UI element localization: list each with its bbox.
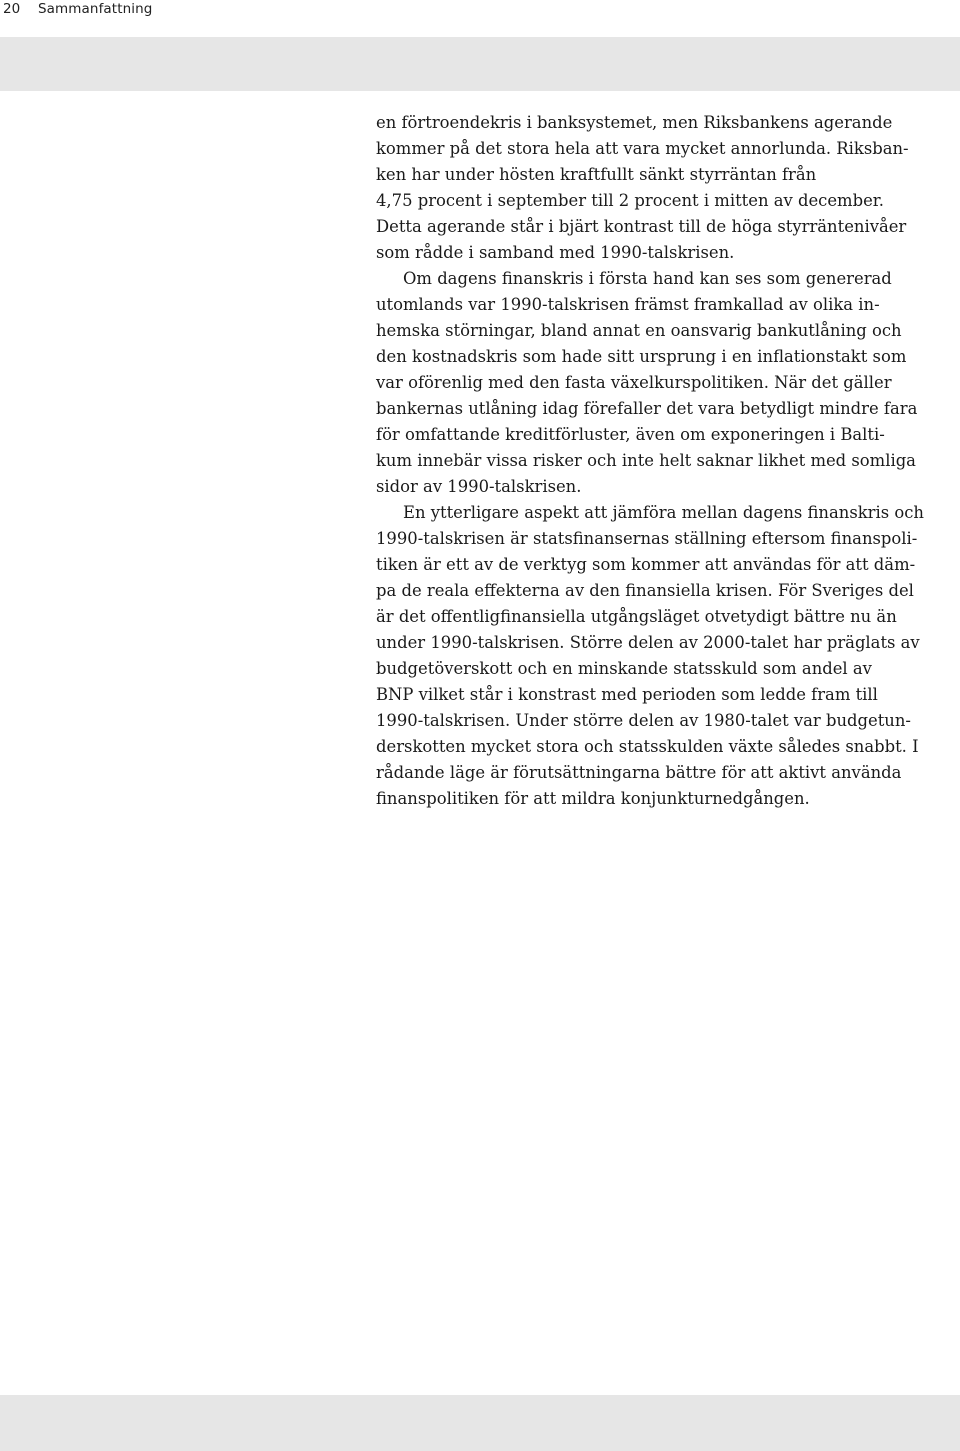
text-line: Detta agerande står i bjärt kontrast till de höga styrräntenivåer — [376, 217, 907, 236]
text-line: rådande läge är förutsättningarna bättre för att aktivt använda — [376, 763, 902, 782]
text-line: var oförenlig med den fasta växelkurspolitiken. När det gäller — [376, 373, 892, 392]
text-line: är det offentligfinansiella utgångsläget otvetydigt bättre nu än — [376, 607, 897, 626]
text-line: den kostnadskris som hade sitt ursprung i en inflationstakt som — [376, 347, 907, 366]
page-header — [0, 0, 960, 22]
text-line: En ytterligare aspekt att jämföra mellan dagens finanskris och — [403, 503, 924, 522]
text-line: sidor av 1990-talskrisen. — [376, 477, 582, 496]
text-line: 4,75 procent i september till 2 procent i mitten av december. — [376, 191, 885, 210]
top-gray-band — [0, 37, 960, 91]
paragraph-1 — [376, 110, 909, 266]
text-line: 1990-talskrisen. Under större delen av 1980-talet var budgetun- — [376, 711, 911, 730]
text-line: BNP vilket står i konstrast med perioden som ledde fram till — [376, 685, 878, 704]
text-line: som rådde i samband med 1990-talskrisen. — [376, 243, 735, 262]
text-line: pa de reala effekterna av den finansiella krisen. För Sveriges del — [376, 581, 914, 600]
body-text — [376, 110, 924, 812]
text-line: finanspolitiken för att mildra konjunkturnedgången. — [376, 789, 810, 808]
paragraph-2 — [376, 266, 918, 500]
bottom-gray-band — [0, 1395, 960, 1451]
running-section-title: Sammanfattning — [38, 1, 153, 17]
text-line: kum innebär vissa risker och inte helt saknar likhet med somliga — [376, 451, 916, 470]
text-line: under 1990-talskrisen. Större delen av 2000-talet har präglats av — [376, 633, 920, 652]
text-line: bankernas utlåning idag förefaller det vara betydligt mindre fara — [376, 399, 918, 418]
text-line: ken har under hösten kraftfullt sänkt styrräntan från — [376, 165, 817, 184]
text-line: 1990-talskrisen är statsfinansernas ställning eftersom finanspoli- — [376, 529, 918, 548]
text-line: derskotten mycket stora och statsskulden växte således snabbt. I — [376, 737, 919, 756]
text-line: en förtroendekris i banksystemet, men Riksbankens agerande — [376, 113, 893, 132]
text-line: hemska störningar, bland annat en oansvarig bankutlåning och — [376, 321, 902, 340]
page-number: 20 — [3, 1, 21, 17]
text-line: för omfattande kreditförluster, även om exponeringen i Balti- — [376, 425, 885, 444]
text-line: utomlands var 1990-talskrisen främst framkallad av olika in- — [376, 295, 880, 314]
paragraph-3 — [376, 500, 924, 812]
text-line: Om dagens finanskris i första hand kan ses som genererad — [403, 269, 892, 288]
text-line: kommer på det stora hela att vara mycket annorlunda. Riksban- — [376, 139, 909, 158]
text-line: tiken är ett av de verktyg som kommer att användas för att däm- — [376, 555, 916, 574]
text-line: budgetöverskott och en minskande statsskuld som andel av — [376, 659, 872, 678]
